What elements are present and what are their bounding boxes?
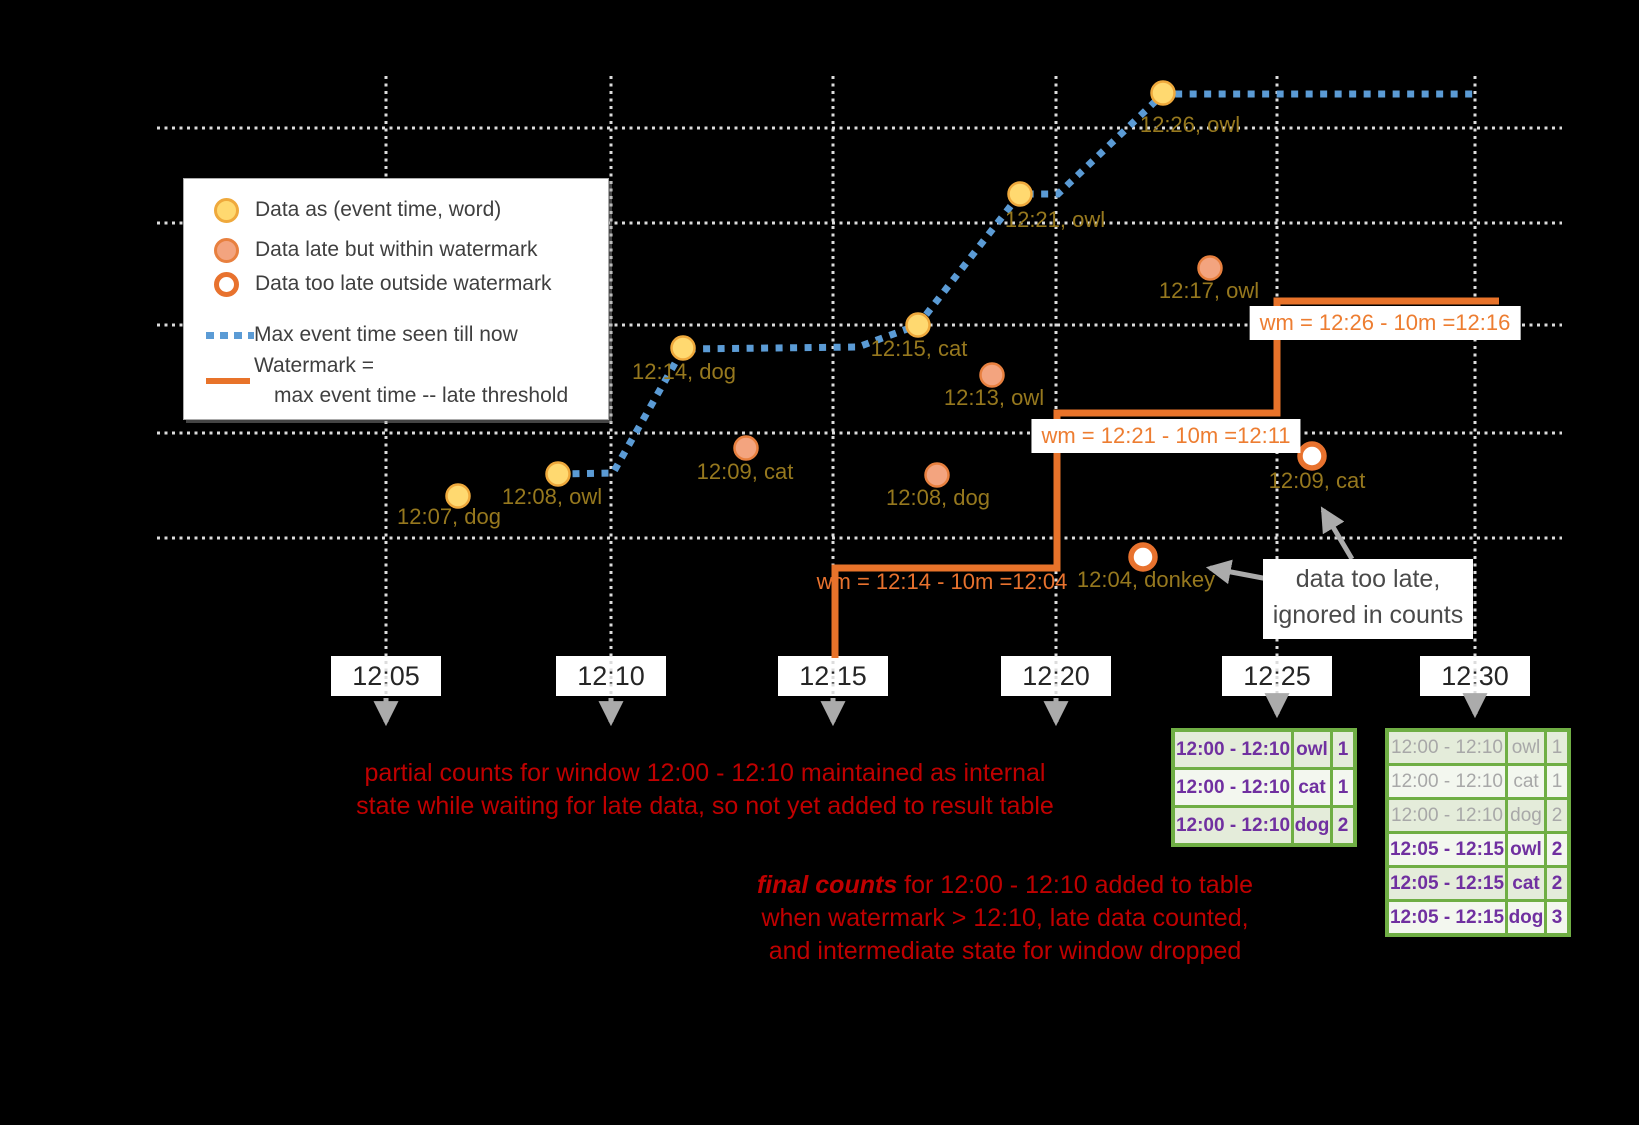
late-point-icon [214, 238, 239, 263]
toolate-point [1300, 444, 1324, 468]
ontime-point [1009, 183, 1032, 206]
count-cell: 1 [1547, 732, 1567, 763]
legend-item-toolate [214, 271, 551, 297]
count-cell: 3 [1547, 902, 1567, 933]
ontime-point [907, 314, 930, 337]
annotation-line: when watermark > 12:10, late data counted, [761, 904, 1249, 932]
window-cell: 12:00 - 12:10 [1175, 770, 1291, 805]
ontime-point [547, 463, 570, 486]
point-label: 12:15, cat [870, 336, 968, 361]
annotation-line: partial counts for window 12:00 - 12:10 maintained as internal [364, 759, 1046, 787]
point-label: 12:26, owl [1139, 112, 1241, 137]
point-label: 12:21, owl [1004, 207, 1106, 232]
window-cell: 12:00 - 12:10 [1389, 732, 1505, 763]
point-label: 12:08, dog [886, 485, 990, 510]
count-cell: 1 [1333, 732, 1353, 767]
point-label: 12:04, donkey [1076, 567, 1216, 592]
annotation-line [700, 869, 1310, 902]
watermark-line-icon [206, 378, 250, 384]
window-cell: 12:05 - 12:15 [1389, 902, 1505, 933]
legend-label: Max event time seen till now [254, 323, 518, 346]
point-label: 12:14, dog [632, 359, 736, 384]
count-cell: 1 [1547, 766, 1567, 797]
table-row [1389, 732, 1567, 763]
final-counts-emphasis: final counts [756, 871, 898, 899]
legend-item-max-event-line [206, 322, 518, 348]
table-row [1389, 766, 1567, 797]
count-cell: 2 [1333, 808, 1353, 843]
table-row [1389, 868, 1567, 899]
annotation-line: and intermediate state for window dropped [768, 937, 1242, 965]
word-cell: owl [1508, 834, 1544, 865]
table-row [1175, 770, 1353, 805]
too-late-point-icon [214, 272, 239, 297]
table-row [1175, 808, 1353, 843]
word-cell: dog [1294, 808, 1330, 843]
word-cell: owl [1294, 732, 1330, 767]
point-label: 12:07, dog [397, 504, 501, 529]
word-cell: dog [1508, 800, 1544, 831]
window-cell: 12:05 - 12:15 [1389, 834, 1505, 865]
legend-label: max event time -- late threshold [274, 384, 569, 407]
result-table-2 [1385, 728, 1571, 937]
legend-item-late [214, 237, 537, 263]
table-row [1389, 834, 1567, 865]
max-event-time-line [558, 94, 1477, 474]
annotation-line: state while waiting for late data, so not yet added to result table [356, 792, 1054, 820]
ontime-point [672, 337, 695, 360]
count-cell: 1 [1333, 770, 1353, 805]
word-cell: cat [1508, 766, 1544, 797]
axis-label-12:05: 12:05 [331, 656, 441, 696]
word-cell: cat [1508, 868, 1544, 899]
legend-label: Data too late outside watermark [255, 272, 552, 295]
window-cell: 12:00 - 12:10 [1389, 800, 1505, 831]
annotation-line-rest: for 12:00 - 12:10 added to table [897, 871, 1254, 899]
legend-label: Data as (event time, word) [255, 198, 502, 221]
window-cell: 12:00 - 12:10 [1389, 766, 1505, 797]
axis-label-12:10: 12:10 [556, 656, 666, 696]
late-point [735, 437, 758, 460]
window-cell: 12:00 - 12:10 [1175, 732, 1291, 767]
point-label: 12:09, cat [1268, 468, 1366, 493]
point-label: 12:08, owl [501, 484, 603, 509]
annotation-partial-counts [300, 757, 1110, 823]
max-event-line-icon [206, 332, 254, 339]
annotation-final-counts [700, 869, 1310, 968]
axis-label-12:20: 12:20 [1001, 656, 1111, 696]
watermark-value-label: wm = 12:21 - 10m =12:11 [1031, 419, 1300, 453]
legend-item-ontime [214, 197, 501, 223]
late-point [1199, 257, 1222, 280]
ontime-point [1152, 82, 1175, 105]
count-cell: 2 [1547, 834, 1567, 865]
late-point [981, 364, 1004, 387]
table-row [1389, 902, 1567, 933]
ontime-point-icon [214, 198, 239, 223]
window-cell: 12:05 - 12:15 [1389, 868, 1505, 899]
toolate-point [1131, 545, 1155, 569]
word-cell: cat [1294, 770, 1330, 805]
point-label: 12:09, cat [696, 459, 794, 484]
legend-label: Data late but within watermark [255, 238, 538, 261]
count-cell: 2 [1547, 800, 1567, 831]
watermark-value-label: wm = 12:14 - 10m =12:04 [816, 569, 1068, 594]
axis-label-12:25: 12:25 [1222, 656, 1332, 696]
point-label: 12:17, owl [1158, 278, 1260, 303]
legend-label: Watermark = [254, 354, 374, 377]
legend [183, 178, 609, 420]
result-table-1 [1171, 728, 1357, 847]
window-cell: 12:00 - 12:10 [1175, 808, 1291, 843]
callout-line: ignored in counts [1272, 601, 1464, 629]
axis-label-12:15: 12:15 [778, 656, 888, 696]
word-cell: owl [1508, 732, 1544, 763]
table-row [1389, 800, 1567, 831]
late-point [926, 464, 949, 487]
point-label: 12:13, owl [943, 385, 1045, 410]
word-cell: dog [1508, 902, 1544, 933]
arrow-to-too-late-cat [1323, 510, 1352, 559]
watermark-value-label: wm = 12:26 - 10m =12:16 [1250, 306, 1521, 340]
count-cell: 2 [1547, 868, 1567, 899]
callout-line: data too late, [1295, 565, 1441, 593]
too-late-callout [1263, 559, 1473, 639]
table-row [1175, 732, 1353, 767]
axis-label-12:30: 12:30 [1420, 656, 1530, 696]
